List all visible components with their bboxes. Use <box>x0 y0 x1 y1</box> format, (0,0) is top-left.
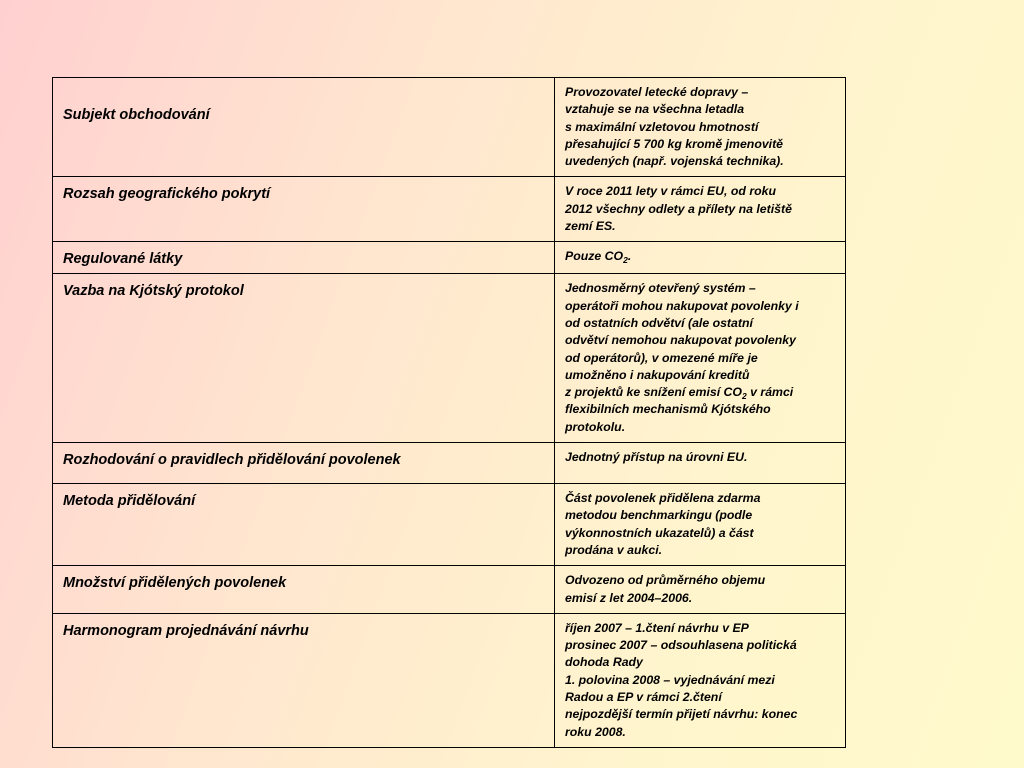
row-value-cell <box>555 78 846 177</box>
row-label-cell <box>53 242 555 274</box>
row-label-cell <box>53 177 555 242</box>
row-value-cell <box>555 484 846 566</box>
row-value: říjen 2007 – 1.čtení návrhu v EP prosinec 2007 – odsouhlasena politická dohoda Rady 1. polovina 2008 – vyjednávání mezi Radou a EP v rámci 2.čtení nejpozdější termín přijetí návrhu: konec roku 2008. <box>565 620 798 739</box>
row-value <box>555 242 845 271</box>
row-value-cell <box>555 566 846 614</box>
value-text: v rámci flexibilních mechanismů Kjótského protokolu. <box>565 385 794 434</box>
subscript: 2 <box>623 255 628 266</box>
table-row <box>53 443 846 484</box>
table-row <box>53 274 846 443</box>
row-label: Rozsah geografického pokrytí <box>63 186 271 203</box>
table-row <box>53 613 846 747</box>
row-value <box>555 274 845 442</box>
row-value-cell <box>555 443 846 484</box>
value-text: Pouze CO <box>565 249 624 264</box>
row-value: V roce 2011 lety v rámci EU, od roku 2012 všechny odlety a přílety na letiště zemí ES. <box>565 184 792 234</box>
row-label: Vazba na Kjótský protokol <box>63 283 244 300</box>
row-label: Subjekt obchodování <box>63 107 210 123</box>
row-value: Část povolenek přidělena zdarma metodou benchmarkingu (podle výkonnostních ukazatelů) a část prodána v aukci. <box>565 491 761 557</box>
row-label: Metoda přidělování <box>63 493 196 510</box>
table-row <box>53 484 846 566</box>
row-label: Harmonogram projednávání návrhu <box>63 622 309 639</box>
row-value-cell <box>555 242 846 274</box>
row-label: Rozhodování o pravidlech přidělování povolenek <box>63 452 401 469</box>
row-value: Provozovatel letecké dopravy – vztahuje se na všechna letadla s maximální vzletovou hmotností přesahující 5 700 kg kromě jmenovitě uvedených (např. vojenská technika). <box>565 85 784 169</box>
value-text: . <box>627 249 632 264</box>
row-value-cell <box>555 613 846 747</box>
comparison-table <box>52 77 846 748</box>
row-label-cell <box>53 78 555 177</box>
row-value: Jednotný přístup na úrovni EU. <box>565 450 748 465</box>
row-label: Množství přidělených povolenek <box>63 575 287 592</box>
subscript: 2 <box>742 391 747 402</box>
table-row <box>53 78 846 177</box>
row-label-cell <box>53 274 555 443</box>
row-label-cell <box>53 443 555 484</box>
row-value-cell <box>555 274 846 443</box>
value-text: Jednosměrný otevřený systém – operátoři mohou nakupovat povolenky i od ostatních odvětví (ale ostatní odvětví nemohou nakupovat povolenky od operátorů), v omezené míře je umožněno i nakupování kreditů z projektů ke snížení emisí CO <box>565 281 799 400</box>
row-value: Odvozeno od průměrného objemu emisí z let 2004–2006. <box>565 573 766 605</box>
row-label-cell <box>53 484 555 566</box>
row-label-cell <box>53 566 555 614</box>
table-row <box>53 242 846 274</box>
table-row <box>53 177 846 242</box>
row-value-cell <box>555 177 846 242</box>
row-label-cell <box>53 613 555 747</box>
table-row <box>53 566 846 614</box>
row-label: Regulované látky <box>63 251 183 268</box>
